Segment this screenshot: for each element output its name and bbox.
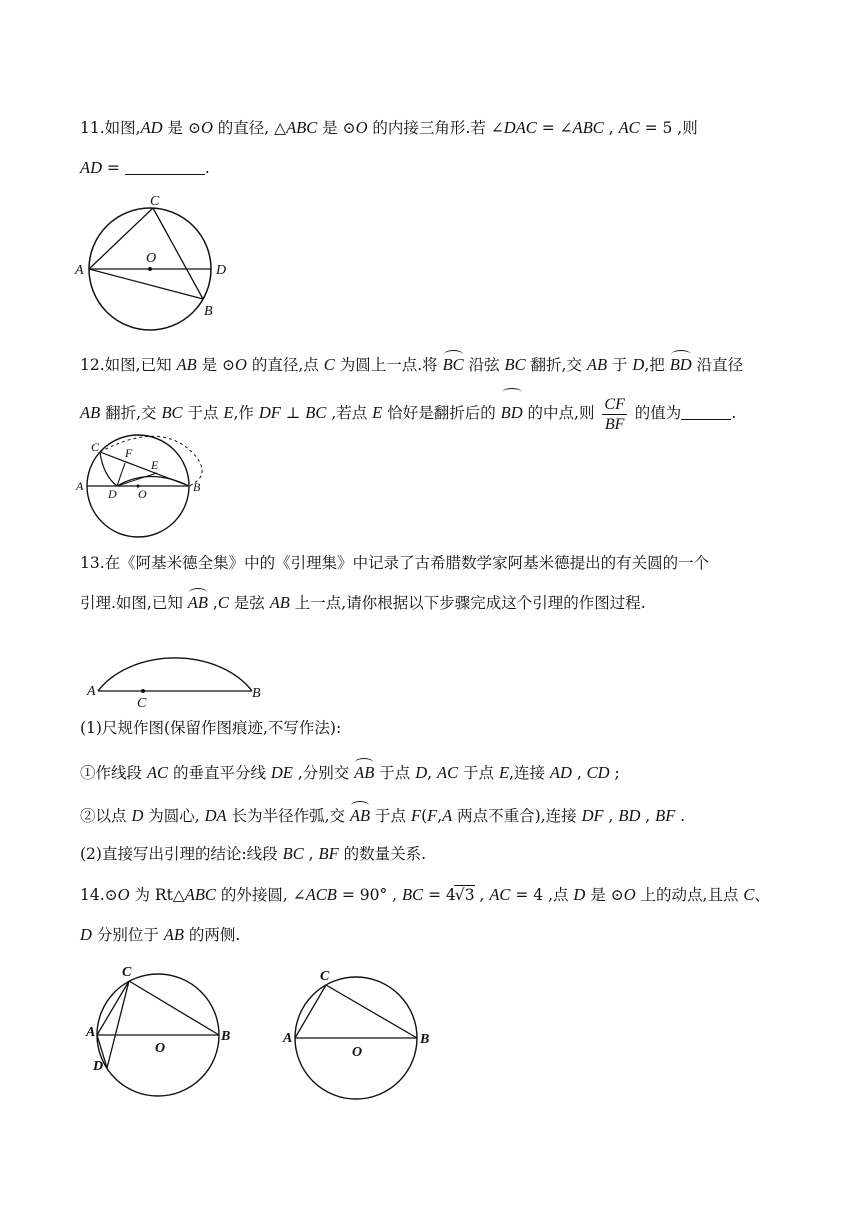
q13-part-2: (2)直接写出引理的结论:线段 BC , BF 的数量关系. (80, 844, 427, 863)
q14-figure-2 (280, 960, 440, 1095)
answer-blank[interactable] (125, 160, 205, 175)
q13-line-2: 引理.如图,已知 AB ,C 是弦 AB 上一点,请你根据以下步骤完成这个引理的作图过程. (80, 593, 646, 612)
q13-figure (85, 630, 275, 710)
chord-cb (153, 208, 203, 299)
label-o: O (138, 487, 147, 501)
folded-arc-db (117, 477, 189, 487)
label-d: D (108, 487, 117, 501)
segment-ac (97, 981, 129, 1035)
q12-line-1: 12.如图,已知 AB 是 ⊙O 的直径,点 C 为圆上一点.将 BC 沿弦 BC 翻折,交 AB 于 D,把 BD 沿直径 (80, 355, 744, 374)
label-b: B (252, 686, 261, 701)
fraction-cf-bf: $\frac{CF}{BF}$ (604, 395, 625, 433)
q11-line-2: AD = . (80, 158, 210, 177)
q13-step-2: ②以点 D 为圆心, DA 长为半径作弧,交 AB 于点 F(F,A 两点不重合),连接 DF , BD , BF . (80, 806, 686, 825)
label-b: B (420, 1032, 430, 1047)
label-f: F (125, 446, 133, 460)
segment-cd (107, 981, 129, 1068)
chord-ac (89, 208, 153, 269)
center-o-dot (148, 267, 152, 271)
point-c-dot (141, 689, 145, 693)
label-o: O (146, 251, 157, 266)
label-c: C (122, 965, 132, 980)
q11-figure (70, 190, 250, 330)
q13-line-1: 13.在《阿基米德全集》中的《引理集》中记录了古希腊数学家阿基米德提出的有关圆的一个 (80, 554, 710, 572)
label-d: D (216, 263, 227, 278)
arc-ab (98, 658, 252, 691)
label-a: A (75, 263, 84, 278)
segment-ac (295, 985, 326, 1038)
label-b: B (221, 1029, 231, 1044)
segment-de (117, 473, 157, 486)
label-b: B (193, 480, 201, 494)
q14-line-1: 14.⊙O 为 Rt△ABC 的外接圆, ∠ACB = 90° , BC = 4√3 , AC = 4 ,点 D 是 ⊙O 上的动点,且点 C、 (80, 885, 770, 904)
label-e: E (151, 458, 159, 472)
chord-ab (89, 269, 203, 299)
label-c: C (150, 194, 160, 209)
q12-line-2: AB 翻折,交 BC 于点 E,作 DF ⊥ BC ,若点 E 恰好是翻折后的 BD 的中点,则 $\frac{CF}{BF}$ 的值为 . (80, 393, 736, 434)
label-c: C (320, 969, 330, 984)
segment-cb (129, 981, 219, 1035)
q13-part-1: (1)尺规作图(保留作图痕迹,不写作法): (80, 719, 342, 737)
q14-line-2: D 分别位于 AB 的两侧. (80, 925, 241, 944)
q14-figure-1 (85, 960, 245, 1095)
segment-cb (326, 985, 417, 1038)
label-o: O (352, 1045, 363, 1060)
label-b: B (204, 304, 213, 319)
label-a: A (283, 1031, 293, 1046)
q12-figure (75, 435, 235, 540)
label-a: A (86, 1025, 96, 1040)
label-a: A (76, 479, 84, 493)
label-c: C (91, 440, 100, 454)
label-c: C (137, 696, 147, 711)
q11-line-1: 11.如图,AD 是 ⊙O 的直径, △ABC 是 ⊙O 的内接三角形.若 ∠DAC = ∠ABC , AC = 5 ,则 (80, 118, 698, 137)
label-o: O (155, 1041, 166, 1056)
q13-step-1: ①作线段 AC 的垂直平分线 DE ,分别交 AB 于点 D, AC 于点 E,连接 AD , CD ; (80, 763, 620, 782)
answer-blank[interactable] (681, 405, 731, 420)
label-a: A (87, 684, 96, 699)
label-d: D (93, 1059, 104, 1074)
